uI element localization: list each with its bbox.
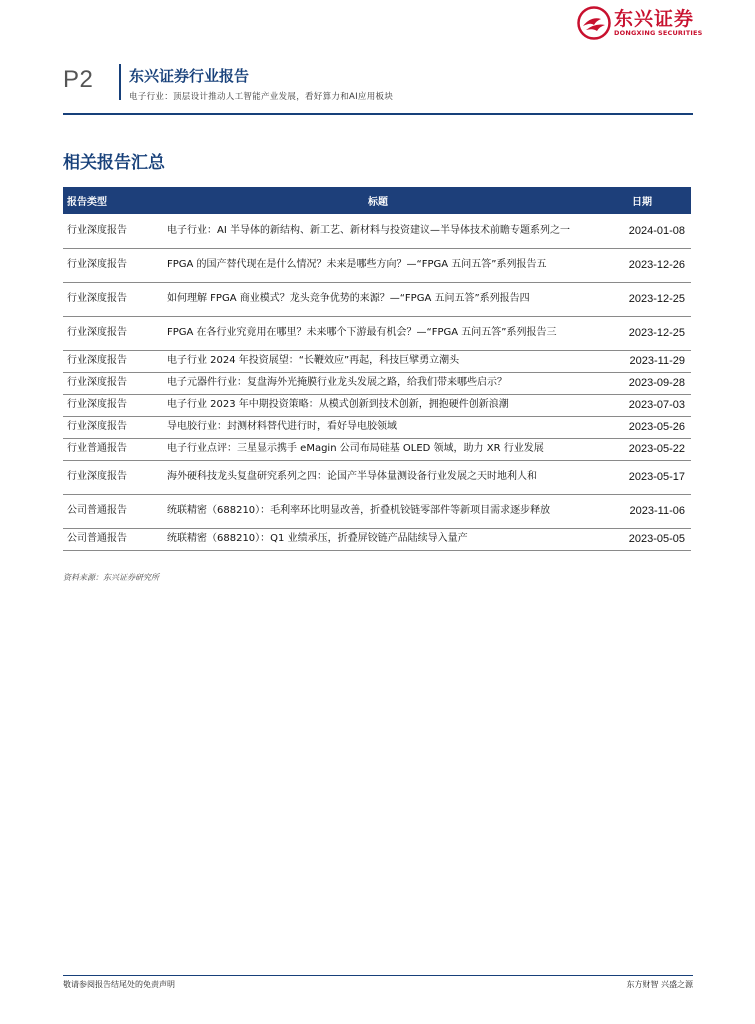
report-title-cell[interactable]: 导电胶行业：封测材料替代进行时，看好导电胶领域 (163, 416, 593, 438)
report-date-cell: 2023-11-29 (593, 350, 691, 372)
section-title: 相关报告汇总 (63, 153, 165, 173)
report-type-cell: 行业深度报告 (63, 460, 163, 494)
page-header (63, 62, 693, 118)
report-title-cell[interactable]: 统联精密（688210）：毛利率环比明显改善，折叠机铰链零部件等新项目需求逐步释放 (163, 494, 593, 528)
column-header-title: 标题 (163, 187, 593, 214)
report-title-cell[interactable]: 统联精密（688210）：Q1 业绩承压，折叠屏铰链产品陆续导入量产 (163, 528, 593, 550)
report-title-cell[interactable]: 海外硬科技龙头复盘研究系列之四：论国产半导体量测设备行业发展之天时地利人和 (163, 460, 593, 494)
report-title-cell[interactable]: 电子行业 2024 年投资展望：“长鞭效应”再起，科技巨擘勇立潮头 (163, 350, 593, 372)
report-type-cell: 行业深度报告 (63, 350, 163, 372)
report-date-cell: 2023-12-25 (593, 282, 691, 316)
table-row (63, 494, 691, 528)
report-type-cell: 行业深度报告 (63, 282, 163, 316)
logo-text-cn: 东兴证券 (614, 8, 695, 30)
report-type-cell: 公司普通报告 (63, 494, 163, 528)
table-header-row (63, 187, 691, 214)
table-row (63, 282, 691, 316)
header-rule (63, 113, 693, 115)
report-date-cell: 2023-07-03 (593, 394, 691, 416)
table-row (63, 460, 691, 494)
report-date-cell: 2023-09-28 (593, 372, 691, 394)
report-title-cell[interactable]: 电子行业 2023 年中期投资策略：从模式创新到技术创新，拥抱硬件创新浪潮 (163, 394, 593, 416)
report-type-cell: 公司普通报告 (63, 528, 163, 550)
report-type-cell: 行业深度报告 (63, 248, 163, 282)
report-date-cell: 2023-05-05 (593, 528, 691, 550)
report-title-cell[interactable]: 如何理解 FPGA 商业模式？龙头竞争优势的来源？—“FPGA 五问五答”系列报告四 (163, 282, 593, 316)
page-number: P2 (63, 66, 94, 93)
table-row (63, 416, 691, 438)
table-row (63, 394, 691, 416)
report-subtitle: 电子行业：顶层设计推动人工智能产业发展，看好算力和AI应用板块 (129, 92, 394, 102)
report-date-cell: 2024-01-08 (593, 214, 691, 248)
report-title-cell[interactable]: 电子行业：AI 半导体的新结构、新工艺、新材料与投资建议—半导体技术前瞻专题系列之一 (163, 214, 593, 248)
table-row (63, 248, 691, 282)
report-title: 东兴证券行业报告 (129, 67, 250, 85)
report-title-cell[interactable]: 电子元器件行业：复盘海外光掩膜行业龙头发展之路，给我们带来哪些启示？ (163, 372, 593, 394)
logo-text-en: DONGXING SECURITIES (614, 29, 703, 37)
table-row (63, 372, 691, 394)
table-row (63, 316, 691, 350)
report-date-cell: 2023-05-22 (593, 438, 691, 460)
report-title-cell[interactable]: FPGA 的国产替代现在是什么情况？未来是哪些方向？—“FPGA 五问五答”系列报告五 (163, 248, 593, 282)
column-header-date: 日期 (593, 187, 691, 214)
table-row (63, 528, 691, 550)
related-reports-table (63, 187, 691, 551)
source-note: 资料来源：东兴证券研究所 (63, 573, 159, 582)
report-type-cell: 行业普通报告 (63, 438, 163, 460)
report-type-cell: 行业深度报告 (63, 416, 163, 438)
report-date-cell: 2023-05-17 (593, 460, 691, 494)
report-date-cell: 2023-12-25 (593, 316, 691, 350)
header-divider (119, 64, 121, 100)
report-type-cell: 行业深度报告 (63, 316, 163, 350)
report-date-cell: 2023-05-26 (593, 416, 691, 438)
table-row (63, 438, 691, 460)
report-type-cell: 行业深度报告 (63, 372, 163, 394)
footer-disclaimer: 敬请参阅报告结尾处的免责声明 (63, 980, 175, 989)
footer-rule (63, 975, 693, 976)
report-type-cell: 行业深度报告 (63, 394, 163, 416)
report-title-cell[interactable]: FPGA 在各行业究竟用在哪里？未来哪个下游最有机会？—“FPGA 五问五答”系列报告三 (163, 316, 593, 350)
report-title-cell[interactable]: 电子行业点评：三星显示携手 eMagin 公司布局硅基 OLED 领域，助力 XR 行业发展 (163, 438, 593, 460)
column-header-type: 报告类型 (63, 187, 163, 214)
dongxing-logo (577, 4, 707, 44)
report-date-cell: 2023-12-26 (593, 248, 691, 282)
dongxing-logo-icon (577, 6, 611, 40)
report-date-cell: 2023-11-06 (593, 494, 691, 528)
footer-slogan: 东方财智 兴盛之源 (626, 980, 693, 989)
table-row (63, 350, 691, 372)
report-type-cell: 行业深度报告 (63, 214, 163, 248)
table-row (63, 214, 691, 248)
